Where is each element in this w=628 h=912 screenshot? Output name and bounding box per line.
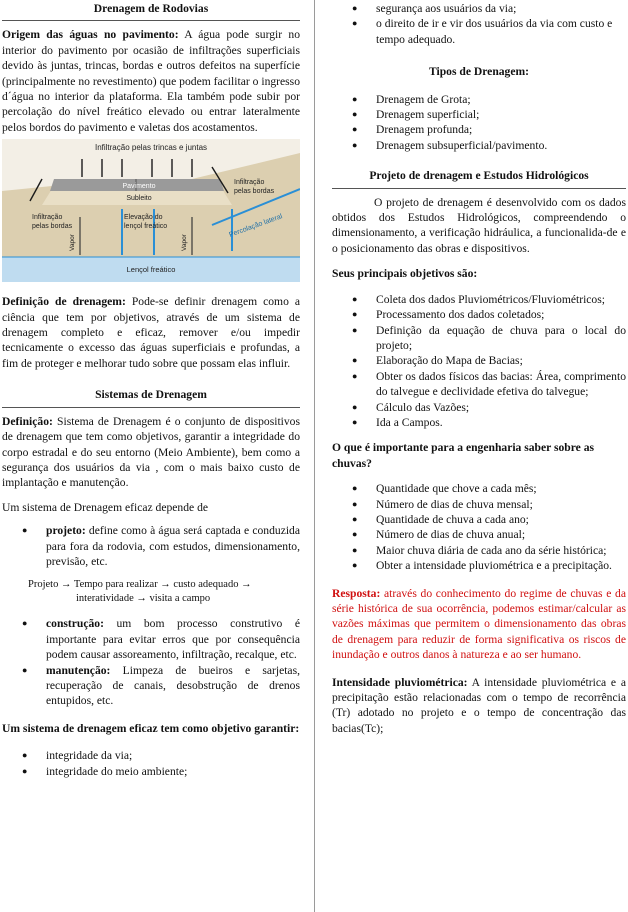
projeto-title: Projeto de drenagem e Estudos Hidrológicos <box>369 169 589 183</box>
drainage-diagram <box>2 139 300 282</box>
flow-line-1: Projeto → Tempo para realizar → custo adequado → <box>28 579 252 591</box>
origem-label: Origem das águas no pavimento: <box>2 28 179 42</box>
fig-elevacao-1: Elevação do <box>124 214 163 222</box>
projeto-item <box>2 523 300 569</box>
objetivo-item: ● segurança aos usuários da via; <box>332 1 626 16</box>
intensidade-label: Intensidade pluviométrica: <box>332 675 468 689</box>
fig-infiltracao-right-2: pelas bordas <box>234 188 275 196</box>
fig-vapor-1: Vapor <box>69 234 76 252</box>
depende-text: Um sistema de Drenagem eficaz depende de <box>2 500 209 514</box>
fig-percolacao-label: Percolação lateral <box>228 213 284 240</box>
objetivos-item: ● Ida a Campos. <box>332 415 626 430</box>
fig-subleito-label: Subleito <box>126 195 152 203</box>
page-title: Drenagem de Rodovias <box>93 2 209 15</box>
chuvas-list <box>332 481 626 573</box>
chuvas-item: ● Quantidade que chove a cada mês; <box>332 481 626 496</box>
flow-text <box>2 578 300 606</box>
origem-paragraph <box>2 27 300 135</box>
tipos-item: ● Drenagem profunda; <box>332 122 626 137</box>
left-column <box>2 0 300 779</box>
objetivo-list-cont <box>332 1 626 47</box>
fig-infiltracao-right-1: Infiltração <box>234 179 265 187</box>
intensidade-paragraph <box>332 675 626 737</box>
projeto-rule <box>332 188 626 189</box>
chuvas-item: ● Quantidade de chuva a cada ano; <box>332 512 626 527</box>
construcao-text: um bom processo construtivo é importante para evitar erros que por consequência podem causar assoreamento, infiltração, recalque, etc. <box>46 617 300 662</box>
projeto-label: projeto: <box>46 524 86 538</box>
tipos-item: ● Drenagem subsuperficial/pavimento. <box>332 138 626 153</box>
fig-elevacao-2: lençol freático <box>124 223 168 231</box>
construcao-item <box>2 616 300 662</box>
objetivos-list <box>332 292 626 431</box>
tipos-item: ● Drenagem de Grota; <box>332 92 626 107</box>
depende-list-2 <box>2 616 300 708</box>
fig-lencol-label: Lençol freático <box>126 265 176 275</box>
origem-text: A água pode surgir no interior do pavimento por ocasião de infiltrações superficiais devido às juntas, trincas, bordas e outros defeitos na superfície (principalmente no revestimento) que podem facilitar o ingresso d´água no interior da plataforma. Ela também pode subir por percolação do nível freático elevado ou entrar lateralmente pelos bordos do pavimento e valetas dos acostamentos. <box>2 28 300 134</box>
sistemas-rule <box>2 407 300 408</box>
fig-top-label: Infiltração pelas trincas e juntas <box>94 143 208 153</box>
objetivo-item: ● o direito de ir e vir dos usuários da via com custo e tempo adequado. <box>332 16 626 47</box>
objetivos-heading: Seus principais objetivos são: <box>332 267 478 281</box>
resposta-label: Resposta: <box>332 586 381 600</box>
fig-infiltracao-left-2: pelas bordas <box>32 223 73 231</box>
fig-pavimento-label: Pavimento <box>122 183 156 191</box>
chuvas-item: ● Número de dias de chuva mensal; <box>332 497 626 512</box>
resposta-text: através do conhecimento do regime de chuvas e da série histórica de sua ocorrência, podemos estimar/calcular as vazões máximas que permitem o dimensionamento das obras de drenagem para reduzir de forma significativa os riscos de inundação e outros danos à natureza e ao ser humano. <box>332 586 626 662</box>
def2-paragraph <box>2 414 300 491</box>
column-divider <box>314 0 315 912</box>
definicao-paragraph <box>2 294 300 371</box>
projeto-text: define como à água será captada e conduzida para fora da rodovia, com estudos, dimensionamento, previsão, etc. <box>46 524 300 568</box>
objetivo-list <box>2 748 300 779</box>
manutencao-text: Limpeza de bueiros e sarjetas, recuperação de canais, desobstrução de drenos entupidos, etc. <box>46 663 300 708</box>
objetivos-item: ● Definição da equação de chuva para o local do projeto; <box>332 323 626 354</box>
objetivos-item: ● Cálculo das Vazões; <box>332 400 626 415</box>
tipos-list <box>332 92 626 154</box>
sistemas-title: Sistemas de Drenagem <box>95 388 207 402</box>
fig-vapor-2: Vapor <box>181 234 188 252</box>
chuvas-item: ● Maior chuva diária de cada ano da série histórica; <box>332 543 626 558</box>
depende-list <box>2 523 300 569</box>
manutencao-item <box>2 663 300 709</box>
drainage-figure <box>2 139 300 282</box>
flow-line-2: interatividade → visita a campo <box>76 593 211 605</box>
objetivos-item: ● Coleta dos dados Pluviométricos/Fluviométricos; <box>332 292 626 307</box>
resposta-paragraph <box>332 586 626 663</box>
title-rule <box>2 20 300 21</box>
chuvas-item: ● Número de dias de chuva anual; <box>332 527 626 542</box>
manutencao-label: manutenção: <box>46 663 111 677</box>
right-column <box>332 0 626 736</box>
construcao-label: construção: <box>46 617 104 631</box>
objetivo-item: ● integridade da via; <box>2 748 300 763</box>
projeto-paragraph: O projeto de drenagem é desenvolvido com os dados obtidos dos Estudos Hidrológicos, compreendendo o dimensionamento, a verificação hidráulica, a funcionalida-de e o posicionamento das obras e dispositivos. <box>332 195 626 255</box>
objetivos-item: ● Processamento dos dados coletados; <box>332 307 626 322</box>
objetivos-item: ● Elaboração do Mapa de Bacias; <box>332 353 626 368</box>
objetivo-heading: Um sistema de drenagem eficaz tem como objetivo garantir: <box>2 721 300 735</box>
def2-label: Definição: <box>2 414 53 428</box>
chuvas-heading: O que é importante para a engenharia saber sobre as chuvas? <box>332 441 595 470</box>
definicao-text: Pode-se definir drenagem como a ciência que tem por objetivos, através de um sistema de drenagem completo e eficaz, remover e/ou impedir tecnicamente o excesso das águas superficiais e profundas, a fim de proteger e melhorar tudo sobre que possam elas influir. <box>2 295 300 370</box>
definicao-label: Definição de drenagem: <box>2 295 126 309</box>
intensidade-text: A intensidade pluviométrica e a precipitação estão relacionadas com o tempo de recorrência (Tr) adotado no projeto e o tempo de concentração das bacias(Tc); <box>332 675 626 735</box>
def2-text: Sistema de Drenagem é o conjunto de dispositivos de drenagem que tem como objetivos, garantir a integridade do corpo estradal e do seu entorno (Meio Ambiente), bem como a segurança dos usuários da via , com o mais baixo custo de implantação e manutenção. <box>2 414 300 490</box>
tipos-item: ● Drenagem superficial; <box>332 107 626 122</box>
tipos-title: Tipos de Drenagem: <box>428 65 530 79</box>
chuvas-item: ● Obter a intensidade pluviométrica e a precipitação. <box>332 558 626 573</box>
objetivos-item: ● Obter os dados físicos das bacias: Área, comprimento do talvegue e declividade efetiva do talvegue; <box>332 369 626 400</box>
objetivo-item: ● integridade do meio ambiente; <box>2 764 300 779</box>
fig-infiltracao-left-1: Infiltração <box>32 214 63 222</box>
